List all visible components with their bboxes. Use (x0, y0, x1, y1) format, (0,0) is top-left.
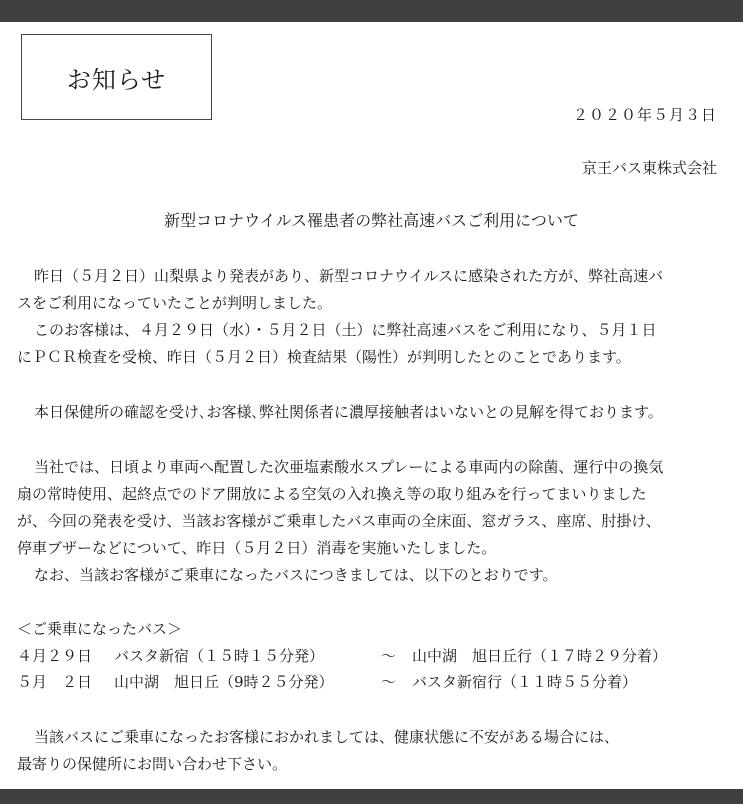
bus-row-arrival: 山中湖 旭日丘行（１７時２９分着） (412, 647, 668, 665)
notice-subject: 新型コロナウイルス罹患者の弊社高速バスご利用について (164, 211, 579, 230)
paragraph2: 本日保健所の確認を受け､お客様､弊社関係者に濃厚接触者はいないとの見解を得ております。 (34, 403, 663, 421)
top-bar (0, 0, 743, 22)
bus-row-departure: 山中湖 旭日丘（9時２５分発） (114, 673, 334, 691)
company-name: 京王バス東株式会社 (581, 159, 717, 177)
paragraph4-line2: 最寄りの保健所にお問い合わせ下さい。 (17, 755, 288, 773)
paragraph1-line2: スをご利用になっていたことが判明しました。 (17, 294, 333, 312)
bottom-bar (0, 789, 743, 804)
paragraph3-line3: が、今回の発表を受け、当該お客様がご乗車したバス車両の全床面、窓ガラス、座席、肘掛け、 (17, 512, 661, 530)
bus-row-separator: ～ (381, 673, 397, 691)
paragraph3-line2: 扇の常時使用、起終点でのドア開放による空気の入れ換え等の取り組みを行ってまいりました (17, 485, 647, 503)
notice-title-box (21, 34, 212, 120)
paragraph1-line1: 昨日（５月２日）山梨県より発表があり、新型コロナウイルスに感染された方が、弊社高速バ (34, 267, 664, 285)
bus-row-arrival: バスタ新宿行（１１時５５分着） (412, 673, 638, 691)
paragraph3-line1: 当社では、日頃より車両へ配置した次亜塩素酸水スプレーによる車両内の除菌、運行中の換気 (34, 458, 664, 476)
bus-section-heading: ＜ご乗車になったバス＞ (17, 620, 183, 638)
paragraph1-line3: このお客様は、４月２９日（水）・５月２日（土）に弊社高速バスをご利用になり、５月１日 (34, 321, 657, 339)
bus-row-date: ４月２９日 (17, 647, 93, 665)
paragraph4-line1: 当該バスにご乗車になったお客様におかれましては、健康状態に不安がある場合には、 (34, 728, 620, 746)
paragraph1-line4: にＰＣＲ検査を受検、昨日（５月２日）検査結果（陽性）が判明したとのことであります。 (17, 348, 631, 366)
bus-row-date: ５月 ２日 (17, 673, 93, 691)
notice-title: お知らせ (66, 65, 167, 94)
notice-date: ２０２０年５月３日 (572, 106, 717, 124)
bus-row-departure: バスタ新宿（１５時１５分発） (114, 647, 325, 665)
bus-row-separator: ～ (381, 647, 397, 665)
paragraph3-line4: 停車ブザーなどについて、昨日（５月２日）消毒を実施いたしました。 (17, 539, 497, 557)
paragraph3-line5: なお、当該お客様がご乗車になったバスにつきましては、以下のとおりです。 (34, 566, 558, 584)
